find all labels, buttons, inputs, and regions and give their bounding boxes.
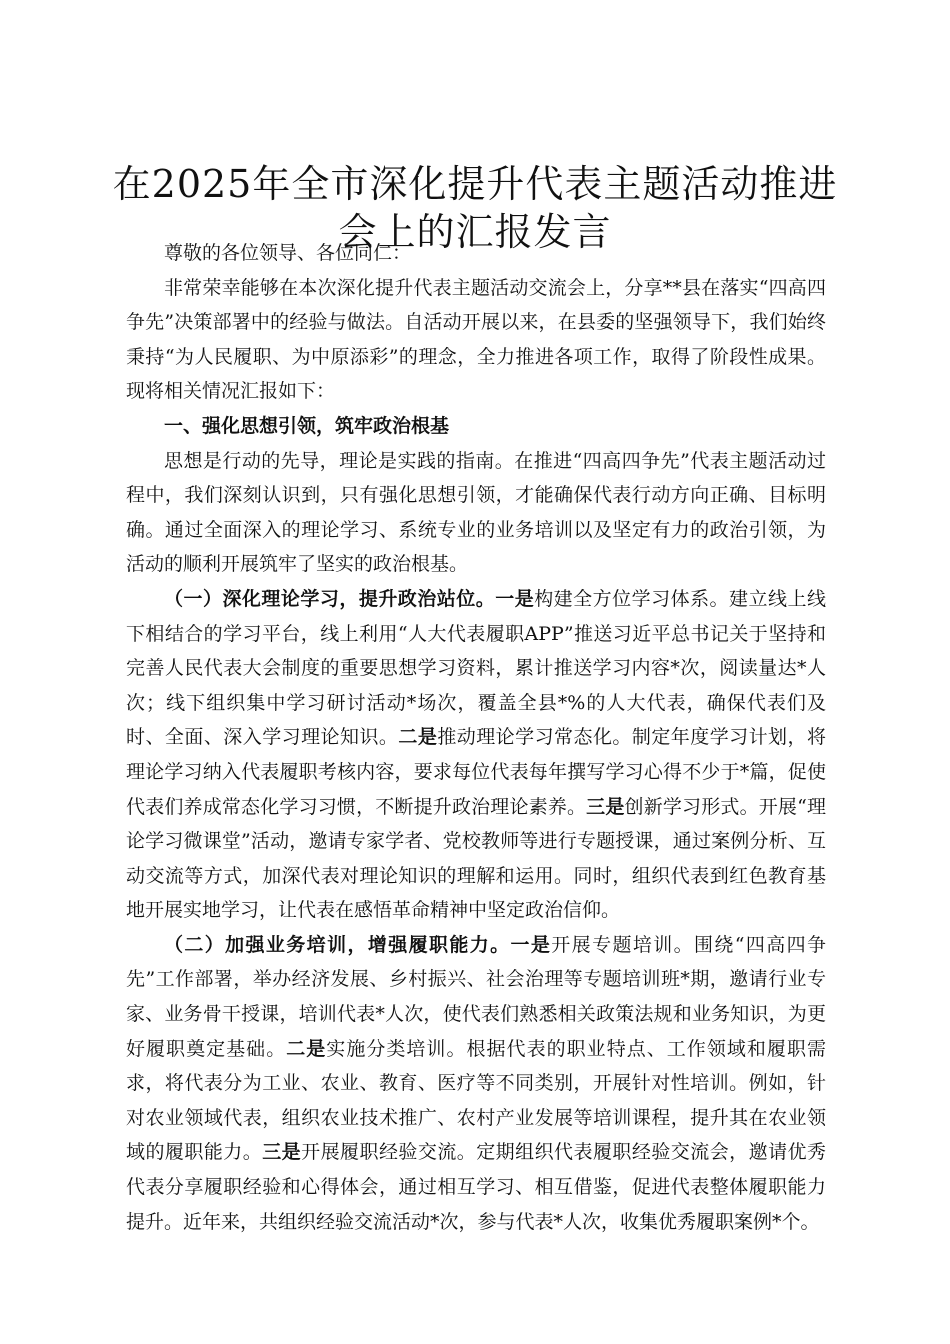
point-text-1-3: 创新学习形式。开展“理论学习微课堂”活动，邀请专家学者、党校教师等进行专题授课，通过案例分析、互动交流等方式，加深代表对理论知识的理解和运用。同时，组织代表到红色教育基地开展实地学习，让代表在感悟革命精神中坚定政治信仰。: [126, 795, 826, 922]
point-text-1-1: 构建全方位学习体系。建立线上线下相结合的学习平台，线上利用“人大代表履职APP”推送习近平总书记关于坚持和完善人民代表大会制度的重要思想学习资料，累计推送学习内容*次，阅读量达*人次；线下组织集中学习研讨活动*场次，覆盖全县*%的人大代表，确保代表们及时、全面、深入学习理论知识。: [126, 587, 826, 749]
point-marker-1-3: 三是: [586, 795, 625, 818]
salutation: 尊敬的各位领导、各位同仁：: [164, 242, 412, 264]
subsection-heading-1: （一）深化理论学习，提升政治站位。: [164, 587, 496, 610]
intro-paragraph: 非常荣幸能够在本次深化提升代表主题活动交流会上，分享**县在落实“四高四争先”决策部署中的经验与做法。自活动开展以来，在县委的坚强领导下，我们始终秉持“为人民履职、为中原添彩”的理念，全力推进各项工作，取得了阶段性成果。现将相关情况汇报如下：: [126, 276, 826, 403]
subsection-paragraph-2: [126, 928, 826, 1239]
point-marker-1-1: 一是: [495, 587, 535, 610]
section-paragraph: 思想是行动的先导，理论是实践的指南。在推进“四高四争先”代表主题活动过程中，我们深刻认识到，只有强化思想引领，才能确保代表行动方向正确、目标明确。通过全面深入的理论学习、系统专业的业务培训以及坚定有力的政治引领，为活动的顺利开展筑牢了坚实的政治根基。: [126, 449, 826, 576]
section-heading: 一、强化思想引领，筑牢政治根基: [164, 414, 450, 437]
point-text-2-3: 开展履职经验交流。定期组织代表履职经验交流会，邀请优秀代表分享履职经验和心得体会，通过相互学习、相互借鉴，促进代表整体履职能力提升。近年来，共组织经验交流活动*次，参与代表*人次，收集优秀履职案例*个。: [126, 1141, 826, 1233]
point-text-2-1: 开展专题培训。围绕“四高四争先”工作部署，举办经济发展、乡村振兴、社会治理等专题培训班*期，邀请行业专家、业务骨干授课，培训代表*人次，使代表们熟悉相关政策法规和业务知识，为更好履职奠定基础。: [126, 933, 826, 1060]
subsection-heading-2: （二）加强业务培训，增强履职能力。: [164, 933, 511, 956]
point-text-2-2: 实施分类培训。根据代表的职业特点、工作领域和履职需求，将代表分为工业、农业、教育、医疗等不同类别，开展针对性培训。例如，针对农业领域代表，组织农业技术推广、农村产业发展等培训课程，提升其在农业领域的履职能力。: [126, 1037, 826, 1164]
point-marker-2-3: 三是: [262, 1141, 302, 1164]
point-text-1-2: 推动理论学习常态化。制定年度学习计划，将理论学习纳入代表履职考核内容，要求每位代表每年撰写学习心得不少于*篇，促使代表们养成常态化学习习惯，不断提升政治理论素养。: [126, 726, 826, 818]
document-title: 在2025年全市深化提升代表主题活动推进会上的汇报发言: [112, 162, 838, 254]
subsection-paragraph-1: [126, 582, 826, 928]
point-marker-2-2: 二是: [286, 1037, 327, 1060]
point-marker-2-1: 一是: [510, 933, 552, 956]
document-body: [126, 236, 826, 1239]
point-marker-1-2: 二是: [398, 726, 438, 749]
